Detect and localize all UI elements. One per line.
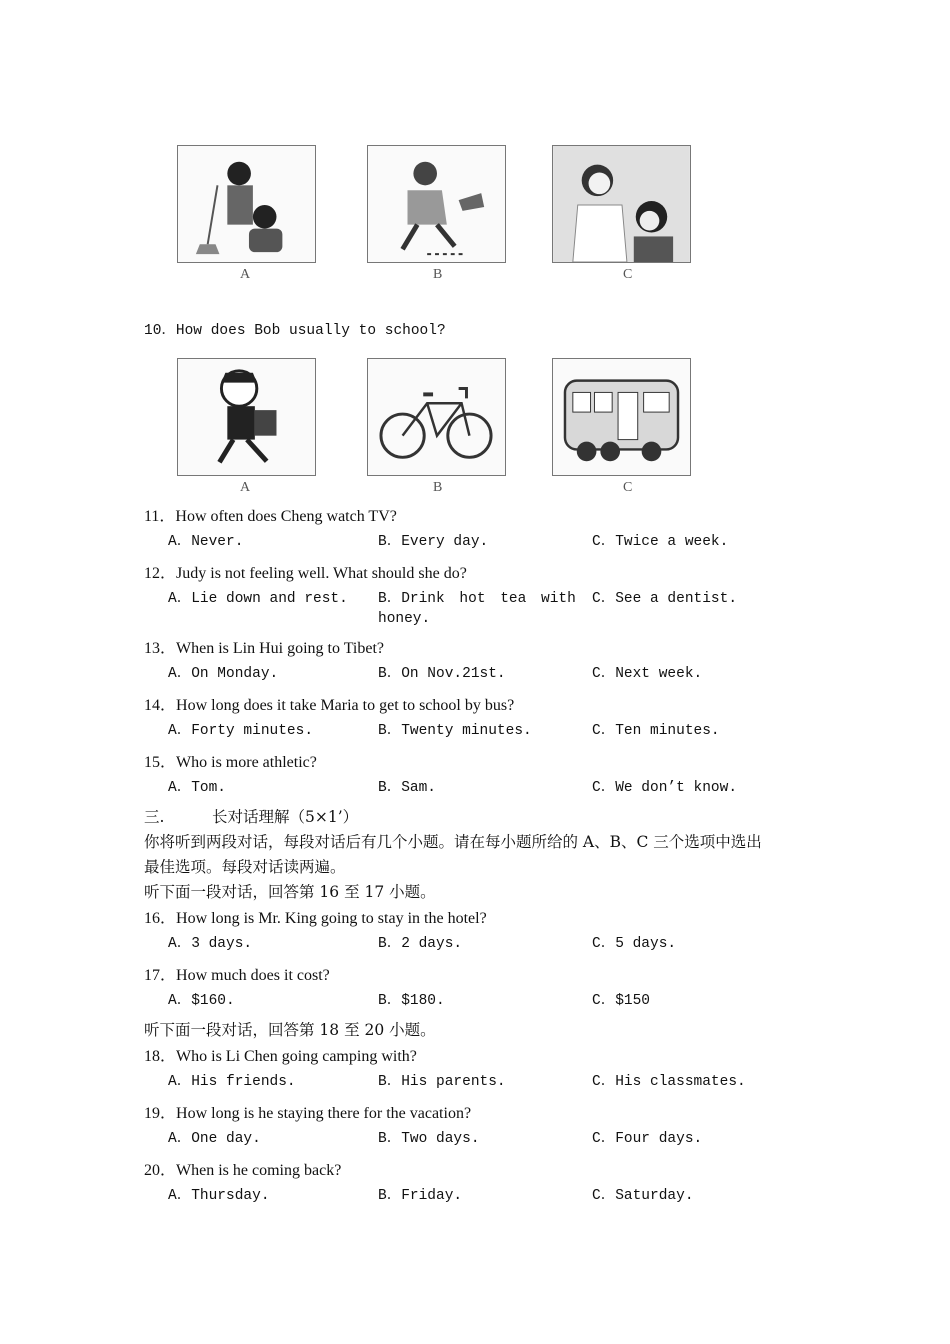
question-text: When is he coming back?: [176, 1162, 342, 1179]
option-b: B．On Nov.21st.: [378, 666, 506, 682]
picture-label: C: [623, 267, 633, 282]
option-c: C．We don’t know.: [592, 780, 738, 796]
picture-label: A: [240, 267, 251, 282]
option-a: A．One day.: [168, 1131, 261, 1147]
option-c: C．$150: [592, 993, 651, 1009]
question-text: How often does Cheng watch TV?: [175, 508, 397, 525]
option-c: C．Ten minutes.: [592, 723, 720, 739]
picture-9a-sweeping: [177, 145, 316, 263]
question-text: When is Lin Hui going to Tibet?: [176, 640, 385, 657]
option-c: C．Four days.: [592, 1131, 703, 1147]
picture-label: B: [433, 480, 443, 495]
section-3-instruction-cont: 最佳选项。每段对话读两遍。: [144, 858, 346, 876]
section-3-title: 长对话理解（5×1’）: [212, 808, 359, 826]
question-text: How much does it cost?: [176, 967, 330, 984]
option-c: C．Next week.: [592, 666, 703, 682]
option-a: A．Lie down and rest.: [168, 591, 348, 607]
question-text: Judy is not feeling well. What should she do?: [176, 565, 467, 582]
question-text: Who is Li Chen going camping with?: [176, 1048, 417, 1065]
option-c: C．5 days.: [592, 936, 677, 952]
question-number: 15．: [144, 754, 177, 771]
option-a: A．Tom.: [168, 780, 227, 796]
option-c: C．See a dentist.: [592, 591, 738, 607]
option-c: C．Twice a week.: [592, 534, 729, 550]
question-text: Who is more athletic?: [176, 754, 317, 771]
option-a: A．Never.: [168, 534, 244, 550]
question-number: 13．: [144, 640, 177, 657]
option-b: B．Every day.: [378, 534, 489, 550]
picture-9c-doctor: [552, 145, 691, 263]
option-b: B．Friday.: [378, 1188, 463, 1204]
option-a: A．3 days.: [168, 936, 253, 952]
question-number: 11．: [144, 508, 176, 525]
option-a: A．$160.: [168, 993, 235, 1009]
option-b: B．Twenty minutes.: [378, 723, 532, 739]
option-a: A．His friends.: [168, 1074, 296, 1090]
question-text: How long is he staying there for the vacation?: [176, 1105, 472, 1122]
question-number: 12．: [144, 565, 177, 582]
question-number: 18．: [144, 1048, 177, 1065]
picture-10c-bus: [552, 358, 691, 476]
option-b: B．His parents.: [378, 1074, 506, 1090]
picture-label: A: [240, 480, 251, 495]
option-b: B．Two days.: [378, 1131, 480, 1147]
option-a: A．Forty minutes.: [168, 723, 314, 739]
question-text: How long does it take Maria to get to school by bus?: [176, 697, 515, 714]
option-b-continued: honey.: [378, 611, 431, 627]
picture-label: B: [433, 267, 443, 282]
section-3-instruction: 你将听到两段对话，每段对话后有几个小题。请在每小题所给的 A、B、C 三个选项中选出: [144, 833, 762, 851]
option-b: B．Sam.: [378, 780, 437, 796]
question-text: How long is Mr. King going to stay in the hotel?: [176, 910, 487, 927]
option-b: B．Drink hot tea with: [378, 591, 576, 607]
question-number: 16．: [144, 910, 177, 927]
option-b: B．$180.: [378, 993, 445, 1009]
picture-9b-running: [367, 145, 506, 263]
section-3-number: 三.: [144, 808, 165, 826]
picture-10b-bicycle: [367, 358, 506, 476]
question-number: 17．: [144, 967, 177, 984]
question-10: 10．How does Bob usually to school?: [144, 323, 446, 339]
question-number: 14．: [144, 697, 177, 714]
option-c: C．Saturday.: [592, 1188, 694, 1204]
option-c: C．His classmates.: [592, 1074, 746, 1090]
picture-10a-walking: [177, 358, 316, 476]
question-number: 19．: [144, 1105, 177, 1122]
dialog-1-intro: 听下面一段对话，回答第 16 至 17 小题。: [144, 883, 436, 901]
option-a: A．On Monday.: [168, 666, 279, 682]
picture-label: C: [623, 480, 633, 495]
option-a: A．Thursday.: [168, 1188, 270, 1204]
option-b: B．2 days.: [378, 936, 463, 952]
question-number: 20．: [144, 1162, 177, 1179]
dialog-2-intro: 听下面一段对话，回答第 18 至 20 小题。: [144, 1021, 436, 1039]
